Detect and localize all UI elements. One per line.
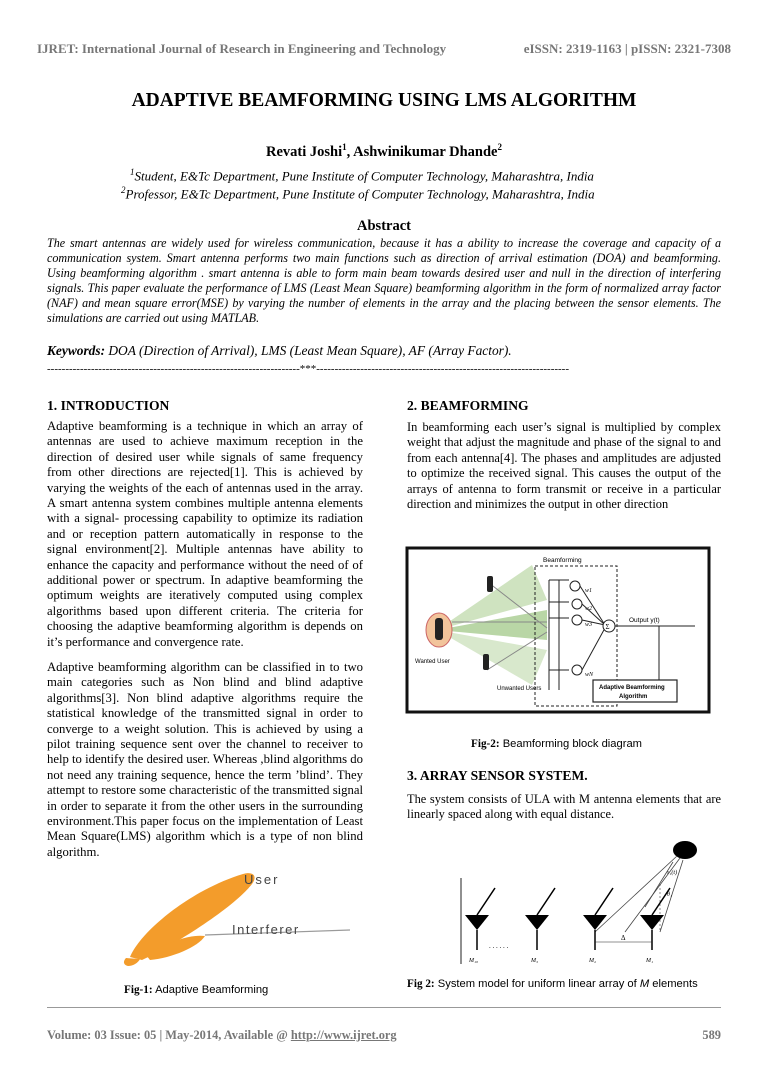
label-m2: M₂ xyxy=(589,958,597,964)
label-dots: . . . . . . xyxy=(489,942,509,950)
intro-paragraph-2: Adaptive beamforming algorithm can be classified in to two main categories such as Non blind and blind adaptive algorithms[3]. Non blind adaptive algorithms require the statistical knowledge of the transmitted signal in order to converge to a weight solution. This is achieved by using a pilot training sequence sent over the channel to receiver to help to identify the desired user. Whereas ,blind algorithms do not need any training sequence, hence the term ’blind’. They attempt to restore some characteristic of the transmitted signal in order to separate it from the other users in the surrounding environment.This paper focus on the implementation of Least Mean Square(LMS) algorithm which is a type of non blind algorithm. xyxy=(47,660,363,859)
affiliation-1 xyxy=(130,167,690,184)
array-heading: 3. ARRAY SENSOR SYSTEM. xyxy=(407,768,588,783)
intro-heading: 1. INTRODUCTION xyxy=(47,398,170,413)
author-1: Revati Joshi xyxy=(266,143,343,160)
label-m3: M₃ xyxy=(531,958,539,964)
fig-1-beam-pattern xyxy=(120,862,360,970)
weight-3-node xyxy=(572,615,582,625)
fig-2-block-diagram xyxy=(397,540,719,722)
label-algorithm-line-2: Algorithm xyxy=(619,694,648,700)
beamforming-heading: 2. BEAMFORMING xyxy=(407,398,529,413)
fig-1-label-interferer: Interferer xyxy=(232,922,300,937)
label-wanted-user: Wanted User xyxy=(415,659,450,665)
label-delta: Δ xyxy=(621,934,626,942)
fig-1-label-user: User xyxy=(244,872,280,887)
fig-2-ula-model xyxy=(445,832,705,970)
label-w3: w3 xyxy=(585,622,593,628)
fig-2-ula-caption-label: Fig 2: xyxy=(407,978,435,990)
label-w1: w1 xyxy=(585,588,593,594)
keywords xyxy=(47,343,721,359)
running-header xyxy=(37,41,731,63)
antenna-elements xyxy=(465,915,664,930)
weight-1-node xyxy=(570,581,580,591)
abstract-text: The smart antennas are widely used for wireless communication, because it has a ability to increase the coverage and capacity of a communication system. Smart antenna performs two main functions such as direction of arrival estimation (DOA) and beamforming. Using beamforming algorithm . smart antenna is able to form main beam towards desired user and null in the direction of interfering signals. This paper evaluate the performance of LMS (Least Mean Square) beamforming algorithm in the form of normalized array factor (NAF) and mean square error(MSE) by varying the number of elements in the array and the placing between the sensor elements. The simulations are carried out using MATLAB. xyxy=(47,236,721,325)
keywords-label: Keywords: xyxy=(47,343,106,358)
fig-2-caption xyxy=(471,738,642,750)
fig-1-caption-text: Adaptive Beamforming xyxy=(152,984,269,996)
fig-2-caption-label: Fig-2: xyxy=(471,738,500,750)
beamforming-paragraph: In beamforming each user’s signal is multiplied by complex weight that adjust the magnitude and phase of the signal to and from each antenna[4]. The phases and amplitudes are adjusted to optimize the received signal. This causes the output of the arrays of antenna to form transmit or receive in a particular direction and minimizes the output in other direction xyxy=(407,420,721,512)
weight-n-node xyxy=(572,665,582,675)
fig-2-ula-caption-text: System model for uniform linear array of xyxy=(434,978,640,990)
array-paragraph: The system consists of ULA with M antenna elements that are linearly spaced along with equal distance. xyxy=(407,792,721,822)
issn: eISSN: 2319-1163 | pISSN: 2321-7308 xyxy=(523,41,731,56)
label-beamforming: Beamforming xyxy=(543,557,582,564)
journal-name: IJRET: International Journal of Research in Engineering and Technology xyxy=(37,41,447,56)
affiliation-2 xyxy=(121,185,681,202)
author-2-sup: 2 xyxy=(497,142,502,152)
label-theta: θ₁ xyxy=(667,892,673,898)
weight-2-node xyxy=(572,599,582,609)
authors xyxy=(0,142,768,161)
fig-2-ula-caption-end: elements xyxy=(649,978,698,990)
unwanted-user-phone-icon-2 xyxy=(483,654,489,670)
section-separator: ---------------------------------------------------------------------***--------------------------------------------------------------------- xyxy=(47,363,570,375)
unwanted-user-phone-icon-1 xyxy=(487,576,493,592)
antenna-stems xyxy=(477,888,673,950)
fig-1-caption xyxy=(124,984,268,996)
fig-1-caption-label: Fig-1: xyxy=(124,984,153,996)
wanted-user-phone-icon xyxy=(435,618,443,640)
fig-2-ula-caption-m: M xyxy=(639,978,650,990)
label-source: s₁(t) xyxy=(667,870,678,876)
label-w2: w2 xyxy=(585,606,593,612)
footer-volume: Volume: 03 Issue: 05 | May-2014, Available @ xyxy=(47,1028,291,1042)
main-lobe xyxy=(130,873,255,960)
affiliation-1-text: Student, E&Tc Department, Pune Institute of Computer Technology, Maharashtra, India xyxy=(134,168,594,184)
label-m1: M₁ xyxy=(646,958,654,964)
footer-rule xyxy=(47,1007,721,1008)
intro-paragraph-1: Adaptive beamforming is a technique in which an array of antennas are used to achieve maximum reception in the direction of desired user while signals of same frequency from other directions are rejected[1]. This is achieved by varying the weights of the each of antennas used in the array. A smart antenna system combines multiple antenna elements with a signal- processing capability to optimize its radiation and or reception pattern automatically in response to the signal environment[2]. Multiple antennas have ability to enhance the capacity and performance without the need of of additional power or spectrum. In adaptive beamforming the optimum weights are iteratively computed using complex algorithms based upon different criteria. The criteria for choosing the adaptive beamforming algorithm is depends on it’s performance and convergence rate. xyxy=(47,419,363,649)
abstract-heading: Abstract xyxy=(357,218,411,234)
label-output: Output y(t) xyxy=(629,617,660,624)
author-1-sup: 1 xyxy=(342,142,347,152)
affiliation-1-sup: 1 xyxy=(130,167,135,177)
fig-2-ula-caption xyxy=(407,978,698,990)
label-algorithm-line-1: Adaptive Beamforming xyxy=(599,685,665,691)
paper-title: ADAPTIVE BEAMFORMING USING LMS ALGORITHM xyxy=(131,90,637,111)
running-footer xyxy=(47,1028,721,1043)
label-m10: M₁₀ xyxy=(469,958,479,964)
back-lobe xyxy=(124,958,140,966)
footer-url-link[interactable]: http://www.ijret.org xyxy=(290,1028,397,1042)
label-sum: Σ xyxy=(605,623,610,631)
label-wn: wN xyxy=(585,672,594,678)
affiliation-2-sup: 2 xyxy=(121,185,126,195)
affiliation-2-text: Professor, E&Tc Department, Pune Institute of Computer Technology, Maharashtra, India xyxy=(125,186,595,202)
keywords-text: DOA (Direction of Arrival), LMS (Least Mean Square), AF (Array Factor). xyxy=(105,343,512,358)
fig-2-caption-text: Beamforming block diagram xyxy=(499,738,642,750)
author-separator: , xyxy=(346,143,354,160)
label-unwanted-users: Unwanted Users xyxy=(497,686,542,692)
page-number: 589 xyxy=(702,1028,721,1042)
author-2: Ashwinikumar Dhande xyxy=(353,143,498,160)
